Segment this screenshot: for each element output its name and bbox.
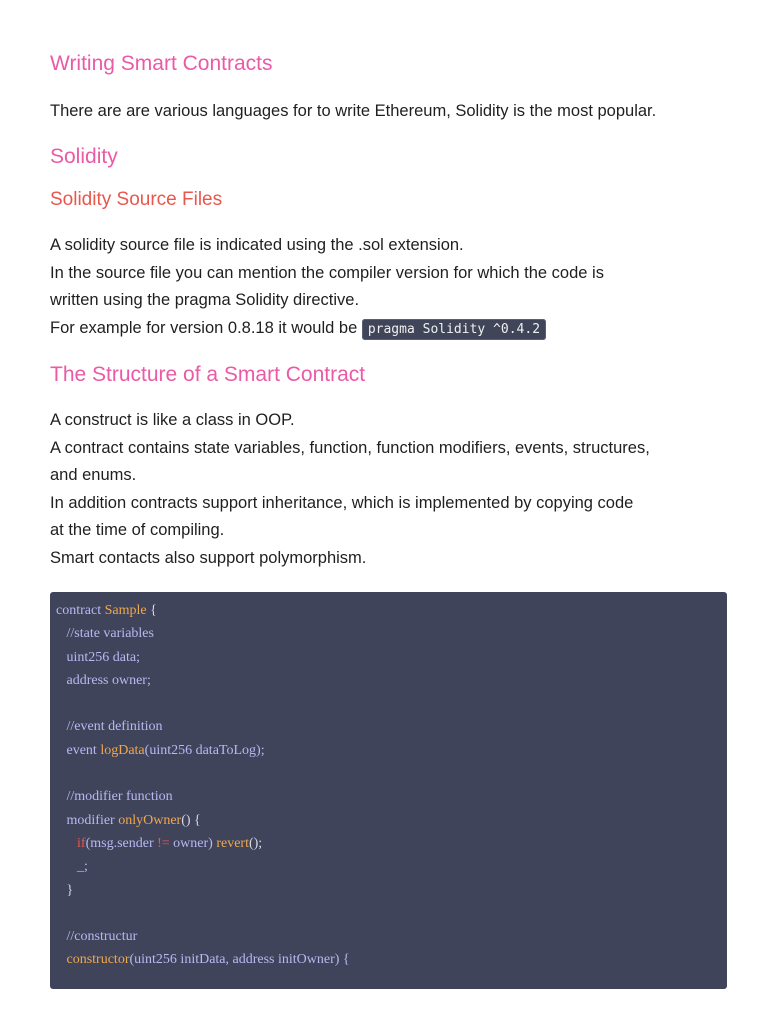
structure-line-1: A construct is like a class in OOP. bbox=[50, 411, 295, 429]
code-line bbox=[50, 669, 727, 692]
code-line bbox=[50, 715, 727, 738]
code-line-empty bbox=[50, 902, 727, 925]
code-if-keyword: if bbox=[56, 835, 86, 851]
code-line bbox=[50, 646, 727, 669]
code-line bbox=[50, 739, 727, 762]
structure-line-4: In addition contracts support inheritance, which is implemented by copying code bbox=[50, 493, 634, 512]
code-comment: //state variables bbox=[56, 626, 154, 642]
code-line-empty bbox=[50, 762, 727, 785]
code-modifier-name: onlyOwner bbox=[118, 812, 182, 828]
structure-line-5: at the time of compiling. bbox=[50, 521, 225, 539]
code-punct: { bbox=[146, 603, 157, 618]
code-line bbox=[50, 948, 727, 971]
source-line-2: In the source file you can mention the compiler version for which the code is bbox=[50, 263, 604, 282]
source-line-4 bbox=[50, 315, 740, 344]
code-text: (uint256 dataToLog); bbox=[144, 742, 265, 758]
source-line-3: written using the pragma Solidity directive. bbox=[50, 291, 360, 309]
structure-line-2: A contract contains state variables, function, function modifiers, events, structures, bbox=[50, 438, 650, 457]
code-comment: //event definition bbox=[56, 719, 163, 735]
code-line bbox=[50, 925, 727, 948]
code-line-empty bbox=[50, 692, 727, 715]
code-text: (msg.sender bbox=[85, 835, 158, 851]
code-line bbox=[50, 832, 727, 855]
heading-solidity: Solidity bbox=[50, 145, 118, 168]
heading-solidity-source-files: Solidity Source Files bbox=[50, 189, 223, 210]
code-line bbox=[50, 855, 727, 878]
code-function-call: revert bbox=[216, 835, 249, 851]
code-keyword: event bbox=[56, 742, 101, 758]
structure-line-6: Smart contacts also support polymorphism. bbox=[50, 548, 367, 567]
intro-paragraph bbox=[50, 98, 740, 126]
code-text: _; bbox=[56, 859, 88, 875]
code-line bbox=[50, 879, 727, 902]
code-punct: (); bbox=[248, 835, 263, 851]
source-line-1: A solidity source file is indicated using the .sol extension. bbox=[50, 236, 464, 254]
intro-text: There are are various languages for to write Ethereum, Solidity is the most popular. bbox=[50, 102, 657, 120]
source-files-paragraph bbox=[50, 232, 740, 343]
code-keyword: modifier bbox=[56, 812, 119, 828]
heading-writing-smart-contracts: Writing Smart Contracts bbox=[50, 52, 273, 75]
inline-code-pragma: pragma Solidity ^0.4.2 bbox=[362, 319, 546, 340]
code-contract-name: Sample bbox=[104, 603, 147, 618]
code-keyword: contract bbox=[56, 603, 105, 618]
code-operator: != bbox=[157, 835, 170, 851]
code-block bbox=[50, 592, 727, 989]
code-line bbox=[50, 599, 727, 622]
source-line-4-text: For example for version 0.8.18 it would be bbox=[50, 318, 362, 337]
code-comment: //constructur bbox=[56, 929, 138, 945]
heading-structure: The Structure of a Smart Contract bbox=[50, 363, 366, 386]
code-punct: () { bbox=[181, 812, 201, 828]
code-text: (uint256 initData, address initOwner) { bbox=[129, 952, 350, 968]
code-line bbox=[50, 785, 727, 808]
code-constructor-keyword: constructor bbox=[56, 952, 130, 968]
code-line bbox=[50, 622, 727, 645]
code-text: uint256 data; bbox=[56, 649, 140, 665]
code-line bbox=[50, 809, 727, 832]
code-text: address owner; bbox=[56, 672, 151, 688]
structure-paragraph bbox=[50, 407, 740, 572]
code-text: owner) bbox=[169, 835, 217, 851]
structure-line-3: and enums. bbox=[50, 466, 137, 484]
code-comment: //modifier function bbox=[56, 789, 173, 805]
code-punct: } bbox=[56, 882, 74, 898]
code-event-name: logData bbox=[100, 742, 145, 758]
